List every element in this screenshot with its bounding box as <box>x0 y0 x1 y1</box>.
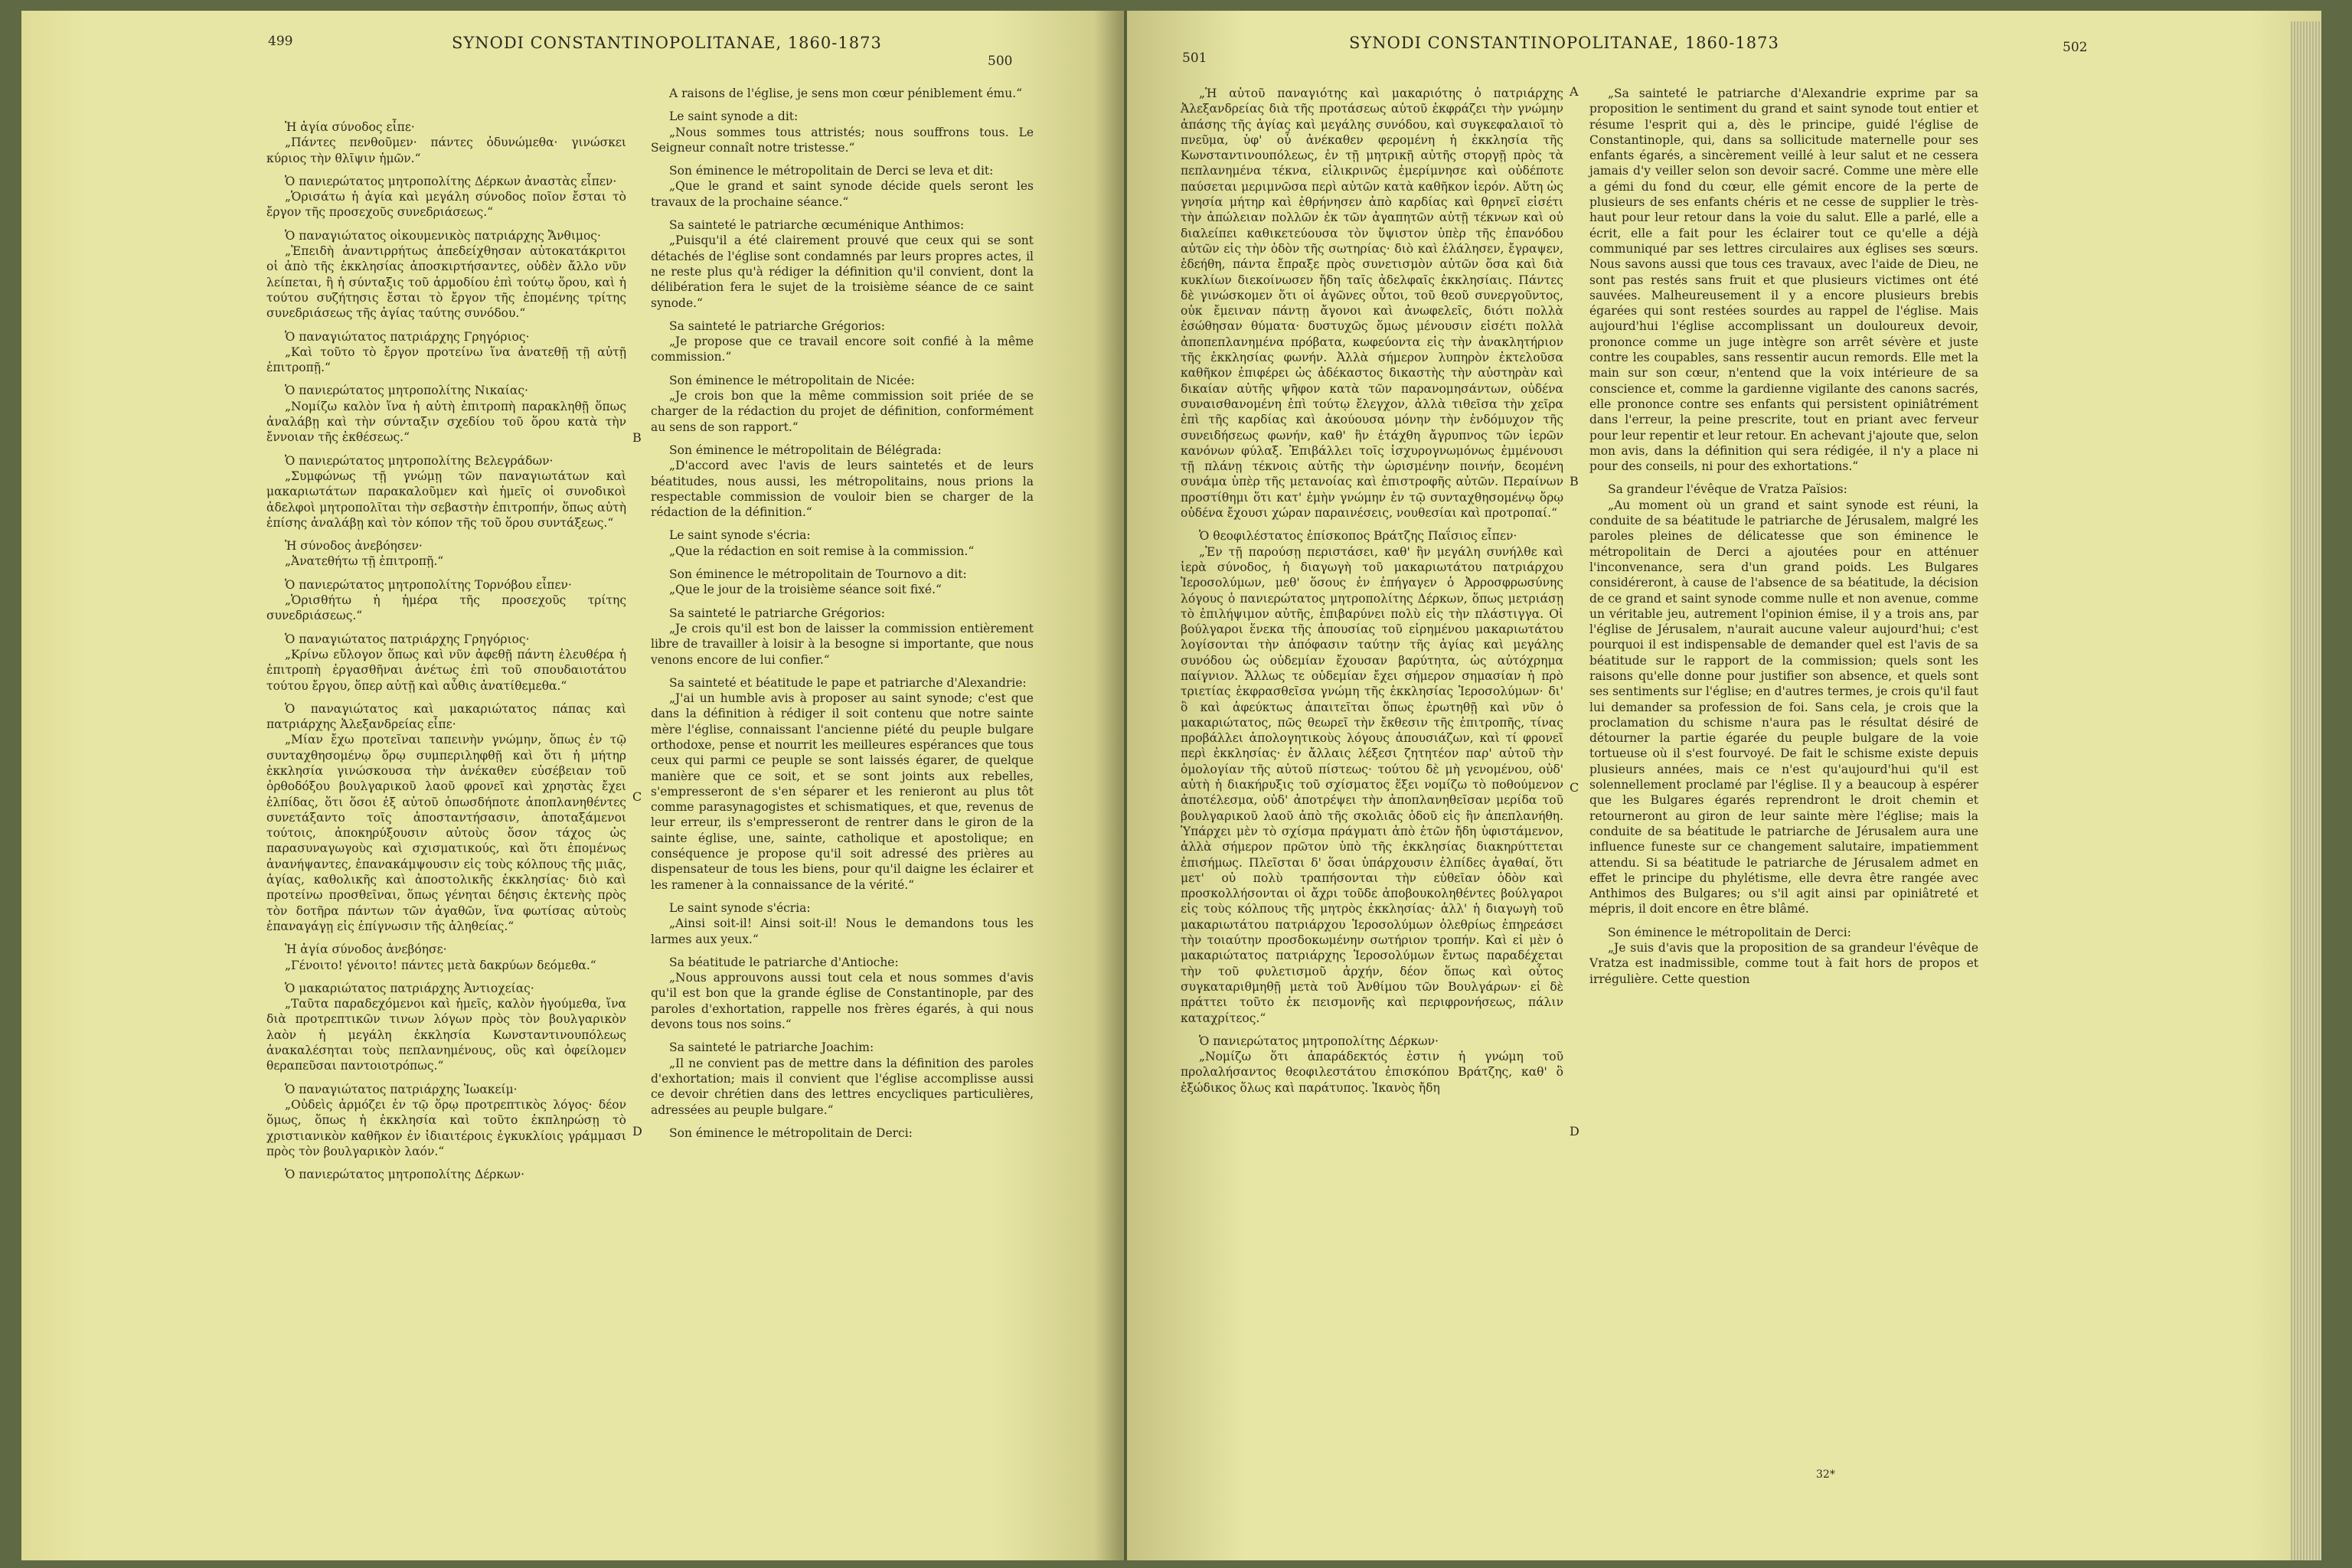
paragraph: Ὁ πανιερώτατος μητροπολίτης Τορνόβου εἶπεν· <box>285 577 572 592</box>
paragraph: Ὁ παναγιώτατος πατριάρχης Ἰωακείμ· <box>285 1082 518 1096</box>
paragraph: Sa sainteté le patriarche Grégorios: <box>669 606 885 620</box>
page-number: 501 <box>1182 51 1207 66</box>
paragraph: „Κρίνω εὔλογον ὅπως καὶ νῦν ἀφεθῇ πάντη ἐλευθέρα ἡ ἐπιτροπὴ ἐργασθῆναι ἀνέτως ἐπὶ τοῦ σπουδαιοτάτου τούτου ἔργου, ὅπερ αὐτῇ καὶ αὖθις ἀνατίθεμεθα.“ <box>266 647 626 693</box>
margin-letter: D <box>632 1124 642 1138</box>
paragraph: Le saint synode s'écria: <box>669 528 811 543</box>
paragraph: Son éminence le métropolitain de Nicée: <box>669 373 915 387</box>
paragraph: Ὁ παναγιώτατος οἰκουμενικὸς πατριάρχης Ἄνθιμος· <box>285 228 601 243</box>
paragraph: „Il ne convient pas de mettre dans la définition des paroles d'exhortation; mais il convient que l'église accomplisse aussi ce devoir chrétien dans des lettres encycliques particulières, adressées au peuple bulgare.“ <box>651 1056 1034 1117</box>
paragraph: „Ἐπειδὴ ἀναντιρρήτως ἀπεδείχθησαν αὐτοκατάκριτοι οἱ ἀπὸ τῆς ἐκκλησίας ἀποσκιρτήσαντες, οὐδὲν ἄλλο νῦν λείπεται, ἢ ἡ σύνταξις τοῦ ἁρμοδίου ἐπὶ τούτῳ ὅρου, καὶ ἡ τούτου συζήτησις ἔσται τὸ ἔργον τῆς ἐπομένης τρίτης συνεδριάσεως τῆς ἁγίας ταύτης συνόδου.“ <box>266 244 626 321</box>
paragraph: A raisons de l'église, je sens mon cœur péniblement ému.“ <box>669 87 1023 100</box>
paragraph: Sa sainteté et béatitude le pape et patriarche d'Alexandrie: <box>669 675 1027 690</box>
paragraph: „Nous approuvons aussi tout cela et nous sommes d'avis qu'il est bon que la grande église de Constantinople, par des paroles d'exhortation, rappelle nos frères égarés, à qui nous devons tous nos soins.“ <box>651 971 1034 1032</box>
paragraph: „Que le grand et saint synode décide quels seront les travaux de la prochaine séance.“ <box>651 179 1034 209</box>
paragraph: „Que la rédaction en soit remise à la commission.“ <box>669 544 975 558</box>
paragraph: „Puisqu'il a été clairement prouvé que ceux qui se sont détachés de l'église sont condamnés par leurs propres actes, il ne reste plus qu'à rédiger la définition qu'il convient, dont la délibération fera le sujet de la troisième séance de ce saint synode.“ <box>651 234 1034 310</box>
latin-column <box>1589 86 1978 987</box>
paragraph: Ἡ σύνοδος ἀνεβόησεν· <box>285 539 423 554</box>
paragraph: Ὁ παναγιώτατος καὶ μακαριώτατος πάπας καὶ πατριάρχης Ἀλεξανδρείας εἶπε· <box>266 701 626 732</box>
running-head: SYNODI CONSTANTINOPOLITANAE, 1860-1873 <box>452 34 882 52</box>
paragraph: „Ὁρισάτω ἡ ἁγία καὶ μεγάλη σύνοδος ποῖον ἔσται τὸ ἔργον τῆς προσεχοῦς συνεδριάσεως.“ <box>266 190 626 220</box>
paragraph: „Νομίζω ὅτι ἀπαράδεκτός ἐστιν ἡ γνώμη τοῦ προλαλήσαντος θεοφιλεστάτου ἐπισκόπου Βράτζης, καθ' ὃ ἐξώδικος ὅλως καὶ παράτυπος. Ἱκανὸς ἤδη <box>1181 1050 1563 1095</box>
paragraph: „Je crois bon que la même commission soit priée de se charger de la rédaction du projet de définition, conformément au sens de son rapport.“ <box>651 389 1034 434</box>
margin-letter: C <box>1570 780 1579 795</box>
paragraph: Ὁ παναγιώτατος πατριάρχης Γρηγόριος· <box>285 329 530 344</box>
paragraph: „Ἀνατεθήτω τῇ ἐπιτροπῇ.“ <box>285 554 444 569</box>
paragraph: „Συμφώνως τῇ γνώμῃ τῶν παναγιωτάτων καὶ μακαριωτάτων παρακαλοῦμεν καὶ ἡμεῖς οἱ συνοδικοὶ ἀδελφοὶ μητροπολῖται τὴν σεβαστὴν ἐπιτροπήν, ὅπως αὐτὴ ἐπίσης ἀναλάβῃ καὶ τὸν κόπον τῆς τοῦ ὅρου συντάξεως.“ <box>266 469 626 530</box>
paragraph: Son éminence le métropolitain de Derci se leva et dit: <box>669 164 994 178</box>
paragraph: „J'ai un humble avis à proposer au saint synode; c'est que dans la définition à rédiger il soit contenu que notre sainte mère l'église, connaissant l'ancienne piété du peuple bulgare orthodoxe, pense et nourrit les meilleures espérances que tous ceux qui parmi ce peuple se sont laissés égarer, de quelque manière que ce soit, et se sont joints aux rebelles, s'empresseront de s'en séparer et les renieront au plus tôt comme parasynagogistes et schismatiques, et que, revenus de leur erreur, ils s'empresseront de rentrer dans le giron de la sainte église, une, sainte, catholique et apostolique; en conséquence je propose qu'il soit adressé des prières au dispensateur de tous les biens, pour qu'il daigne les éclairer et les ramener à la connaissance de la vérité.“ <box>651 691 1034 892</box>
paragraph: „Ἐν τῇ παρούσῃ περιστάσει, καθ' ἣν μεγάλη συνήλθε καὶ ἱερὰ σύνοδος, ἡ διαγωγὴ τοῦ μακαριωτάτου πατριάρχου Ἱεροσολύμων, μεθ' ὅσους ἐν ἐπήγαγεν ὁ Ἀρροσφρωσύνης λόγους ὁ πανιερώτατος μητροπολίτης Δέρκων, ὅπως μετριάσῃ τὸ ἐπιλήψιμον αὐτῆς, ἐπιβαρύνει πολὺ εἰς τὴν πλάστιγγα. Οἱ βούλγαροι ἕνεκα τῆς ἀπουσίας τοῦ εἰρημένου μακαριωτάτου λογίσονται τὴν ἀπόφασιν ταύτην τῆς ἁγίας καὶ μεγάλης συνόδου ὡς οὐδεμίαν ἔχουσαν βαρύτητα, ὡς αὐτόχρημα παίγνιον. Ἄλλως τε οὐδεμίαν ἔχει σήμερον σημασίαν ἡ πρὸ τριετίας ἐκφρασθεῖσα γνώμη τῆς ἐκκλησίας Ἱεροσολύμων· δι' ὃ καὶ ἀφεύκτως ἀπαιτεῖται ὅπως ἐρωτηθῇ καὶ νῦν ὁ μακαριώτατος, πῶς θεωρεῖ τὴν ἔκθεσιν τῆς ἐπιτροπῆς, τίνας προβάλλει ἀπολογητικοὺς λόγους ἀπουσιάζων, καὶ τί φρονεῖ περὶ ἐκκλησίας· ἐν ἄλλαις λέξεσι ζητητέον παρ' αὐτοῦ τὴν ὁμολογίαν τῆς αὐτοῦ πίστεως· τούτου δὲ μὴ γενομένου, οὐδ' αὐτὴ ἡ διακήρυξις τοῦ σχίσματος ἕξει νομίζω τὸ ποθούμενον ἀποτέλεσμα, οὐδ' ἀποτρέψει τὴν ἀποπλανηθεῖσαν μερίδα τοῦ βουλγαρικοῦ λαοῦ ἀπὸ τῆς σκολιᾶς ὁδοῦ εἰς ἣν ἀπεπλανήθη. Ὑπάρχει μὲν τὸ σχίσμα πράγματι ἀπὸ ἐτῶν ἤδη ὑφιστάμενον, ἀλλὰ σήμερον πρῶτον ὑπὸ τῆς ἐκκλησίας διακηρύττεται ἐπισήμως. Πλεῖσται δ' ὅσαι ὑπάρχουσιν ἐλπίδες ἀγαθαί, ὅτι μετ' οὐ πολὺ τραπήσονται τὴν εὐθεῖαν ὁδὸν καὶ προσκολλήσονται οἱ ἄχρι τοῦδε ἀποβουκοληθέντες βούλγαροι εἰς τοὺς κόλπους τῆς μητρὸς ἐκκλησίας· ἀλλ' ἡ διαγωγὴ τοῦ μακαριωτάτου πατριάρχου Ἱεροσολύμων ὀλεθρίως ἐπηρεάσει τὴν τοιαύτην προσδοκωμένην σωτήριον τροπήν. Καὶ εἰ μὲν ὁ μακαριώτατος πατριάρχης Ἱεροσολύμων ἔντως παραδέχεται τὴν τοῦ φυλετισμοῦ ἀρχήν, δέον ὅπως καὶ οὗτος συγκαταριθμηθῇ μετὰ τοῦ Ἀνθίμου τῶν Βουλγάρων· εἰ δὲ πράττει τοῦτο ἐκ πεισμονῆς καὶ περιφρονήσεως, πάλιν καταχρίτεος.“ <box>1181 544 1563 1025</box>
paragraph: Ἡ ἁγία σύνοδος εἶπε· <box>285 120 415 134</box>
paragraph: „Nous sommes tous attristés; nous souffrons tous. Le Seigneur connaît notre tristesse.“ <box>651 125 1034 155</box>
paragraph: „Ἡ αὐτοῦ παναγιότης καὶ μακαριότης ὁ πατριάρχης Ἀλεξανδρείας διὰ τῆς προτάσεως αὐτοῦ ἐκφράζει τὴν γνώμην ἁπάσης τῆς ἁγίας καὶ μεγάλης συνόδου, καὶ συγκεφαλαιοῖ τὸ πνεῦμα, ὑφ' οὗ ἀνέκαθεν φερομένη ἡ ἐκκλησία τῆς Κωνσταντινουπόλεως, ἐν τῇ μητρικῇ αὐτῆς στοργῇ πρὸς τὰ πεπλανημένα τέκνα, εἰλικρινῶς ἐμερίμνησε καὶ οὐδέποτε παύσεται μεριμνῶσα περὶ αὐτῶν κατὰ καθῆκον ἱερόν. Αὕτη ὡς γνησία μήτηρ καὶ ἐθρήνησεν ἀπὸ καρδίας καὶ θρηνεῖ εἰσέτι τὴν ἀπώλειαν πολλῶν ἐκ τῶν ἀγαπητῶν αὐτῇ τέκνων καὶ οὐ διαλείπει καθικετεύουσα τὸν ὕψιστον ὑπὲρ τῆς ἐπανόδου αὐτῶν εἰς τὴν ὁδὸν τῆς σωτηρίας· διὸ καὶ ἐλάλησεν, ἔγραψεν, ἐδεήθη, πάντα ἔπραξε πρὸς συνετισμὸν αὐτῶν ὅσα καὶ διὰ κυκλίων διεκοίνωσεν ἤδη ταῖς ἀδελφαῖς ἐκκλησίαις. Πάντες δὲ γινώσκομεν ὅτι οἱ ἀγῶνες οὗτοι, τοῦ θεοῦ συνεργοῦντος, οὐκ ἔμειναν πάντῃ ἄγονοι καὶ ἀνωφελεῖς, διότι πολλὰ ἐσώθησαν θύματα· δυστυχῶς ὅμως μένουσιν εἰσέτι πολλὰ ἀποπεπλανημένα πρόβατα, κωφεύοντα εἰς τὴν ἀνακλητήριον τῆς ἐκκλησίας φωνήν. Ἀλλὰ σήμερον λυπηρὸν ἐκτελοῦσα καθῆκον ἐπιφέρει ὡς ἀδέκαστος δικαστὴς τὴν αὐστηρὰν καὶ δικαίαν αὐτῆς ψῆφον κατὰ τῶν παρανομησάντων, οὐδένα συναισθανομένη ἐπὶ τούτῳ ἔλεγχον, ἀλλὰ τιθεῖσα τὴν χεῖρα ἐπὶ τῆς καρδίας καὶ ἀκούουσα μόνην τὴν ἐνδόμυχον τῆς συνειδήσεως φωνήν, καθ' ἣν ἐτάχθη ἄγρυπνος τῶν ἱερῶν κανόνων φύλαξ. Ἐπιβάλλει τοῖς ἰσχυρογνωμόνως ἐμμένουσι τῇ πλάνῃ τέκνοις αὐτῆς τὴν ὡρισμένην ποινήν, δεομένη συνάμα ὑπὲρ τῆς μετανοίας καὶ ἐπιστροφῆς αὐτῶν. Περαίνων προστίθημι ὅτι κατ' ἐμὴν γνώμην ἐν τῷ συνταχθησομένῳ ὅρῳ οὐδένα ἔχουσι χώραν παραινέσεις, νουθεσίαι καὶ προτροπαί.“ <box>1181 87 1563 521</box>
paragraph: „Je crois qu'il est bon de laisser la commission entièrement libre de travailler à loisir à la besogne si importante, que nous venons encore de lui confier.“ <box>651 621 1034 667</box>
paragraph: Ὁ παναγιώτατος πατριάρχης Γρηγόριος· <box>285 632 530 646</box>
left-page <box>21 11 1124 1560</box>
paragraph: Sa béatitude le patriarche d'Antioche: <box>669 955 899 969</box>
paragraph: „Je suis d'avis que la proposition de sa grandeur l'évêque de Vratza est inadmissible, comme tout à fait hors de propos et irrégulière. Cette question <box>1589 941 1978 986</box>
paragraph: Son éminence le métropolitain de Tournovo a dit: <box>669 567 967 582</box>
margin-letter: B <box>632 430 642 445</box>
paragraph: „Que le jour de la troisième séance soit fixé.“ <box>669 583 942 597</box>
paragraph: Ἡ ἁγία σύνοδος ἀνεβόησε· <box>285 942 447 957</box>
paragraph: „D'accord avec l'avis de leurs saintetés et de leurs béatitudes, nous aussi, les métropolitains, nous prions la respectable commission de vouloir bien se charger de la rédaction de la définition.“ <box>651 459 1034 520</box>
paragraph: „Sa sainteté le patriarche d'Alexandrie exprime par sa proposition le sentiment du grand et saint synode tout entier et résume l'esprit qui a, dès le principe, guidé l'église de Constantinople, qui, dans sa sollicitude maternelle pour ses enfants égarés, a sincèrement veillé à leur salut et ne cessera jamais d'y veiller selon son devoir sacré. Comme une mère elle a gémi du fond du cœur, elle gémit encore de la perte de plusieurs de ses enfants chéris et ne cesse de supplier le très-haut pour leur retour dans la voie du salut. Elle a parlé, elle a écrit, elle a fait pour les éclairer tout ce qu'elle a déjà communiqué par ses lettres circulaires aux églises ses sœurs. Nous savons aussi que tous ces travaux, avec l'aide de Dieu, ne sont pas restés sans fruit et que plusieurs victimes ont été sauvées. Malheureusement il y a encore plusieurs brebis égarées qui sont restées sourdes au rappel de l'église. Mais aujourd'hui l'église accomplissant un douloureux devoir, prononce comme un juge intègre son arrêt sévère et juste contre les coupables, sans ressentir aucun remords. Elle met la main sur son cœur, n'entend que la voix intérieure de sa conscience et, comme la gardienne vigilante des canons sacrés, elle prononce contre ses enfants qui persistent opiniâtrément dans l'erreur, la peine prescrite, tout en priant avec ferveur pour leur repentir et leur retour. En achevant j'ajoute que, selon mon avis, dans la définition qui sera rédigée, il n'y a place ni pour des conseils, ni pour des exhortations.“ <box>1589 87 1978 474</box>
paragraph: „Πάντες πενθοῦμεν· πάντες ὀδυνώμεθα· γινώσκει κύριος τὴν θλῖψιν ἡμῶν.“ <box>266 136 626 165</box>
paragraph: „Au moment où un grand et saint synode est réuni, la conduite de sa béatitude le patriarche de Jérusalem, malgré les paroles pleines de délicatesse que son éminence le métropolitain de Derci a ajoutées pour en atténuer l'inconvenance, sera d'un grand poids. Les Bulgares considéreront, à cause de l'absence de sa béatitude, la décision de ce grand et saint synode comme nulle et non avenue, comme un véritable jeu, autrement l'opinion émise, il y a trois ans, par l'église de Jérusalem, n'aurait aucune valeur aujourd'hui; c'est pourquoi il est indispensable de demander quel est l'avis de sa béatitude sur le rapport de la commission; quels sont les raisons qu'elle donne pour justifier son absence, et quels sont ses sentiments sur l'église; en d'autres termes, je crois qu'il faut lui demander sa profession de foi. Sans cela, je crois que la proclamation du schisme n'aura pas le résultat désiré de détourner la partie égarée du peuple bulgare de la voie tortueuse où il s'est fourvoyé. De fait le schisme existe depuis plusieurs années, mais ce n'est qu'aujourd'hui qu'il est solennellement proclamé par l'église. Il y a beaucoup à espérer que les Bulgares égarés reprendront le droit chemin et retourneront au giron de leur sainte mère l'église; mais la conduite de sa béatitude le patriarche de Jérusalem aura une influence funeste sur ce changement salutaire, impatiemment attendu. Si sa béatitude le patriarche de Jérusalem admet en effet le principe du phylétisme, elle devra être rangée avec Anthimos des Bulgares; ou s'il agit ainsi par opiniâtreté et mépris, il doit encore en être blâmé. <box>1589 498 1978 916</box>
paragraph: Ὁ πανιερώτατος μητροπολίτης Δέρκων· <box>285 1168 525 1182</box>
running-head: SYNODI CONSTANTINOPOLITANAE, 1860-1873 <box>1349 34 1779 52</box>
page-number: 499 <box>268 34 293 49</box>
paragraph: Sa sainteté le patriarche Grégorios: <box>669 318 885 333</box>
page-edges <box>2291 21 2321 1560</box>
paragraph: Sa sainteté le patriarche œcuménique Anthimos: <box>669 218 965 233</box>
paragraph: „Γένοιτο! γένοιτο! πάντες μετὰ δακρύων δεόμεθα.“ <box>285 958 596 972</box>
paragraph: Ὁ πανιερώτατος μητροπολίτης Νικαίας· <box>285 384 528 398</box>
paragraph: „Νομίζω καλὸν ἵνα ἡ αὐτὴ ἐπιτροπὴ παρακληθῇ ὅπως ἀναλάβῃ καὶ τὴν σύνταξιν σχεδίου τοῦ ὅρου κατὰ τὴν ἔννοιαν τῆς ἐκθέσεως.“ <box>266 399 626 445</box>
page-number: 502 <box>2063 40 2088 55</box>
paragraph: Son éminence le métropolitain de Derci: <box>669 1125 913 1140</box>
paragraph: Ὁ μακαριώτατος πατριάρχης Ἀντιοχείας· <box>285 981 534 995</box>
paragraph: Le saint synode s'écria: <box>669 900 811 915</box>
paragraph: „Ταῦτα παραδεχόμενοι καὶ ἡμεῖς, καλὸν ἡγούμεθα, ἵνα διὰ προτρεπτικῶν τινων λόγων πρὸς τὸν βουλγαρικὸν λαὸν ἡ μεγάλη ἐκκλησία Κωνσταντινουπόλεως ἀνακαλέσηται τοὺς πεπλανημένους, οὓς καὶ ὀφείλομεν θεραπεῦσαι παντοιοτρόπως.“ <box>266 997 626 1073</box>
paragraph: Ὁ πανιερώτατος μητροπολίτης Δέρκων· <box>1199 1034 1439 1048</box>
paragraph: „Ὁρισθήτω ἡ ἡμέρα τῆς προσεχοῦς τρίτης συνεδριάσεως.“ <box>266 593 626 623</box>
paragraph: „Καὶ τοῦτο τὸ ἔργον προτείνω ἵνα ἀνατεθῇ τῇ αὐτῇ ἐπιτροπῇ.“ <box>266 345 626 375</box>
signature-mark: 32* <box>1816 1468 1835 1481</box>
latin-column <box>651 86 1034 1141</box>
right-page <box>1127 11 2321 1560</box>
greek-column <box>1181 86 1563 1096</box>
greek-column <box>266 119 626 1182</box>
margin-letter: D <box>1570 1124 1579 1138</box>
margin-letter: C <box>632 789 642 804</box>
paragraph: „Οὐδεὶς ἀρμόζει ἐν τῷ ὅρῳ προτρεπτικὸς λόγος· δέον ὅμως, ὅπως ἡ ἐκκλησία καὶ τοῦτο ἐκπληρώσῃ τὸ χριστιανικὸν καθῆκον ἐν ἰδιαιτέροις ἐγκυκλίοις γράμμασι πρὸς τὸν βουλγαρικὸν λαόν.“ <box>266 1097 626 1158</box>
paragraph: Ὁ πανιερώτατος μητροπολίτης Δέρκων ἀναστὰς εἶπεν· <box>285 174 617 188</box>
margin-letter: A <box>1570 84 1579 99</box>
margin-letter: B <box>1570 474 1579 488</box>
paragraph: Son éminence le métropolitain de Bélégrada: <box>669 443 942 457</box>
paragraph: Ὁ πανιερώτατος μητροπολίτης Βελεγράδων· <box>285 453 554 468</box>
paragraph: „Je propose que ce travail encore soit confié à la même commission.“ <box>651 335 1034 364</box>
paragraph: „Ainsi soit-il! Ainsi soit-il! Nous le demandons tous les larmes aux yeux.“ <box>651 916 1034 946</box>
paragraph: Le saint synode a dit: <box>669 109 799 124</box>
paragraph: „Μίαν ἔχω προτεῖναι ταπεινὴν γνώμην, ὅπως ἐν τῷ συνταχθησομένῳ ὅρῳ συμπεριληφθῇ καὶ ὅτι ἡ μήτηρ ἐκκλησία γινώσκουσα τὴν ἀνέκαθεν εὐσέβειαν τοῦ ὀρθοδόξου βουλγαρικοῦ λαοῦ φρονεῖ καὶ χρηστὰς ἔχει ἐλπίδας, ὅτι ὅσοι ἐξ αὐτοῦ ὁπωσδήποτε ἀποπλανηθέντες συνετάξαντο τοῖς ἀποσταντήσασιν, ἀποταξάμενοι τούτοις, ἀποκηρύξουσιν αὐτοὺς ὅσον τάχος ὡς παρασυναγωγοὺς καὶ σχισματικούς, καὶ ὅτι ἐπομένως ἀνανήψαντες, ἐπανακάμψουσιν εἰς τοὺς κόλπους τῆς μιᾶς, ἁγίας, καθολικῆς καὶ ἀποστολικῆς ἐκκλησίας· διὸ καὶ προτείνω προσθεῖναι, ὅπως γένηται δέησις ἐκτενὴς πρὸς τὸν δοτῆρα πάντων τῶν ἀγαθῶν, ἵνα φωτίσας αὐτοὺς ἐπαναγάγῃ εἰς ἐπίγνωσιν τῆς ἀληθείας.“ <box>266 733 626 933</box>
paragraph: Son éminence le métropolitain de Derci: <box>1608 925 1851 939</box>
paragraph: Sa grandeur l'évêque de Vratza Païsios: <box>1608 482 1847 497</box>
paragraph: Sa sainteté le patriarche Joachim: <box>669 1040 874 1055</box>
paragraph: Ὁ θεοφιλέστατος ἐπίσκοπος Βράτζης Παΐσιος εἶπεν· <box>1199 529 1517 544</box>
page-number: 500 <box>988 54 1013 69</box>
